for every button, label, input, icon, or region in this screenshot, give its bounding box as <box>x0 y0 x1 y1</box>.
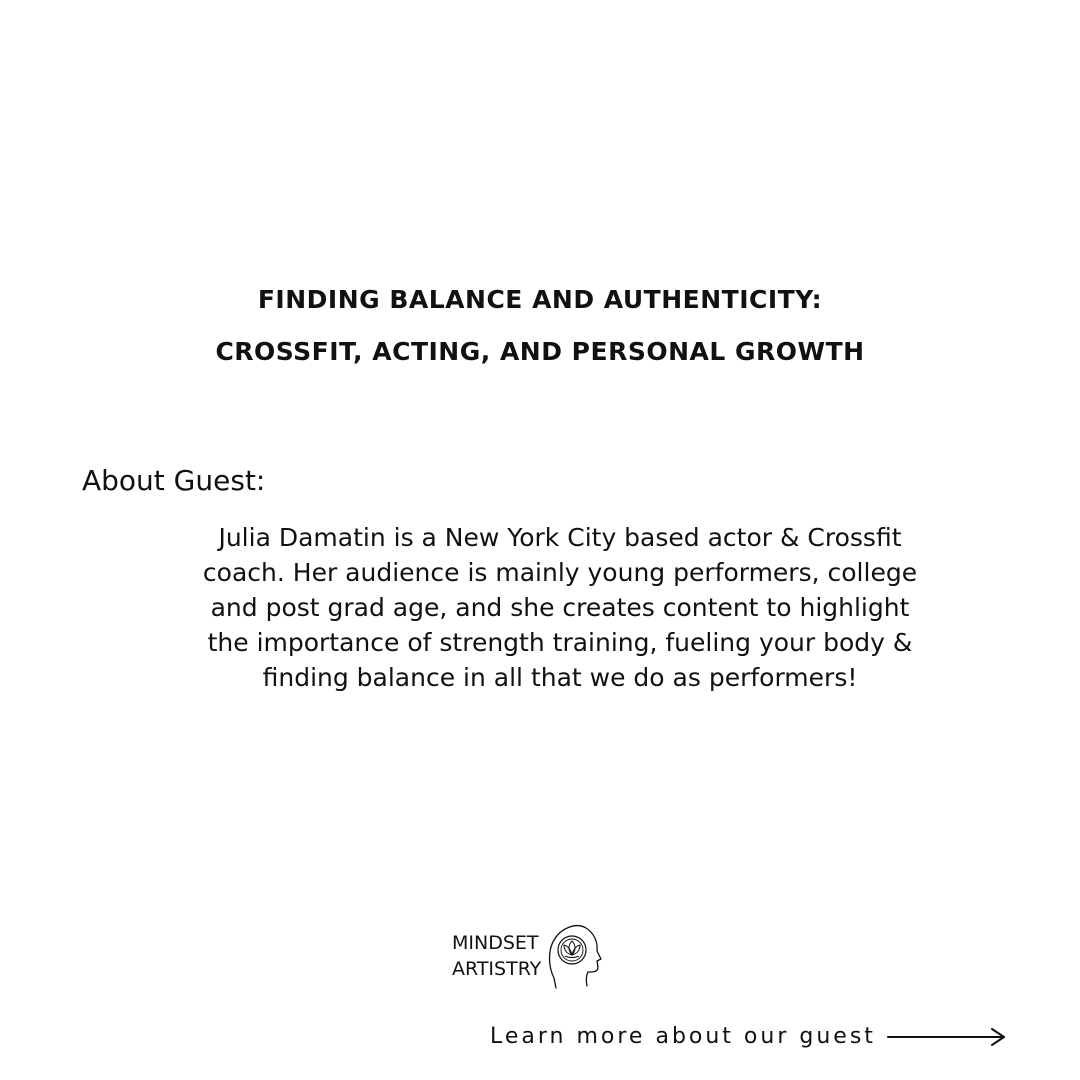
bio-line: and post grad age, and she creates content to highlight <box>210 593 910 622</box>
bio-line: coach. Her audience is mainly young performers, college <box>202 558 918 587</box>
mindset-artistry-logo <box>448 920 608 992</box>
arrow-right-icon[interactable] <box>886 1027 1008 1047</box>
bio-line: Julia Damatin is a New York City based actor & Crossfit <box>218 523 902 552</box>
title-line-1: FINDING BALANCE AND AUTHENTICITY: <box>257 285 823 314</box>
learn-more-link[interactable] <box>490 1022 1008 1052</box>
bio-line: the importance of strength training, fueling your body & <box>207 628 913 657</box>
logo-text-mindset: MINDSET <box>452 932 539 954</box>
logo-text-artistry: ARTISTRY <box>452 958 542 980</box>
episode-title <box>0 282 1080 386</box>
about-guest-label: About Guest: <box>82 464 266 497</box>
bio-line: finding balance in all that we do as performers! <box>262 663 858 692</box>
learn-more-label[interactable]: Learn more about our guest <box>490 1024 876 1049</box>
title-line-2: CROSSFIT, ACTING, AND PERSONAL GROWTH <box>215 337 865 366</box>
head-lotus-icon <box>544 920 602 990</box>
guest-bio <box>110 520 1010 695</box>
